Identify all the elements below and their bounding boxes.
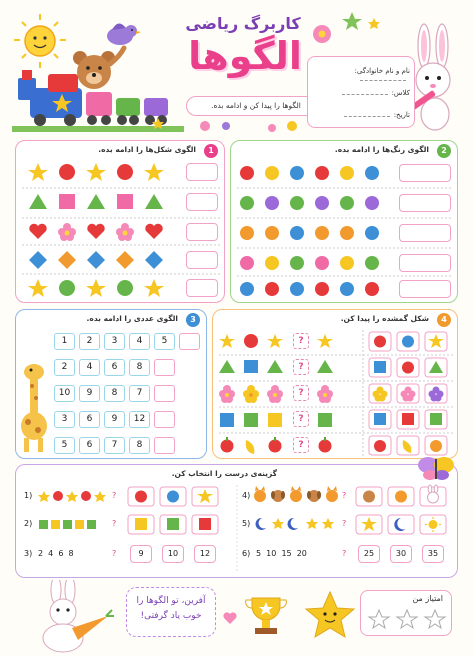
missing-shape-box[interactable]: ? [293, 333, 309, 349]
score-label: امتیاز من [412, 594, 443, 603]
trophy-icon [246, 598, 287, 634]
pattern-row-4 [29, 251, 163, 269]
section-number: 1 [204, 144, 218, 158]
butterfly-icon [416, 453, 456, 483]
sequence-row-5 [221, 437, 332, 454]
question-number: 6) [242, 549, 251, 558]
dog-face-icon [307, 490, 321, 502]
question-mark: ? [112, 491, 117, 500]
number-cell: 3 [54, 411, 75, 428]
rating-star-icon [369, 610, 389, 628]
missing-shape-box[interactable]: ? [293, 359, 309, 375]
missing-shape-box[interactable]: ? [293, 385, 309, 401]
answer-box[interactable] [399, 254, 451, 272]
number-cell: 9 [104, 411, 125, 428]
answer-box[interactable] [186, 193, 218, 211]
question-number: 1) [24, 491, 33, 500]
section-number: 2 [437, 144, 451, 158]
section-missing-shape [212, 309, 458, 459]
worksheet-subject-title: کاربرگ ریاضی [185, 14, 301, 33]
q5-sequence [256, 518, 334, 530]
sequence-row-4 [220, 413, 332, 427]
question-number: 2) [24, 519, 33, 528]
q1-options [128, 487, 218, 506]
number-answer-box[interactable] [154, 437, 175, 454]
date-field[interactable]: تاریخ: [314, 111, 410, 119]
cat-face-icon [326, 486, 338, 502]
q2-options [128, 515, 218, 534]
options-row-3 [369, 384, 447, 403]
section-shape-patterns [15, 140, 225, 303]
number-cell: 6 [79, 437, 100, 454]
question-mark: ? [112, 549, 117, 558]
question-number: 5) [242, 519, 251, 528]
number-answer-box[interactable] [154, 359, 175, 376]
number-cell: 12 [129, 411, 150, 428]
number-cell: 4 [129, 333, 150, 350]
pattern-row-1 [240, 166, 379, 180]
sequence-row-3 [219, 385, 333, 403]
q1-sequence [38, 491, 106, 502]
score-box [360, 590, 452, 636]
q4-options [356, 485, 446, 506]
bunny-carrot-illustration [43, 580, 114, 652]
section-title: شکل گمشده را پیدا کن. [340, 314, 429, 323]
cat-face-icon [254, 486, 266, 502]
bear-illustration [73, 48, 124, 89]
cat-face-icon [290, 486, 302, 502]
answer-option[interactable]: 35 [422, 545, 444, 563]
pattern-row-2 [29, 194, 163, 209]
section-title: گزینه‌ی درست را انتخاب کن. [171, 469, 277, 478]
class-field[interactable]: کلاس: [314, 89, 410, 97]
q5-options [356, 515, 446, 534]
score-stars [365, 607, 449, 633]
options-row-4 [369, 410, 447, 429]
missing-shape-rows [213, 310, 459, 460]
pattern-row-3 [240, 226, 379, 240]
section-title: الگوی شکل‌ها را ادامه بده. [98, 145, 196, 154]
section-multiple-choice [15, 464, 458, 578]
number-cell: 2 [54, 359, 75, 376]
answer-option[interactable]: 30 [390, 545, 412, 563]
question-number: 4) [242, 491, 251, 500]
q4-sequence [254, 486, 338, 502]
sun-icon [14, 14, 66, 68]
answer-option[interactable]: 25 [358, 545, 380, 563]
name-field[interactable]: نام و نام خانوادگی: [314, 67, 410, 83]
answer-option[interactable]: 10 [162, 545, 184, 563]
worksheet-main-title: الگوها [188, 34, 302, 78]
smiling-star-icon [306, 592, 354, 637]
number-answer-box[interactable] [154, 411, 175, 428]
answer-box[interactable] [399, 224, 451, 242]
praise-message: آفرین، تو الگوها را خوب یاد گرفتی! [126, 587, 216, 637]
pattern-row-2 [240, 196, 379, 210]
bird-icon [107, 23, 141, 45]
answer-box[interactable] [186, 279, 218, 297]
student-info-box [307, 56, 415, 128]
options-row-1 [369, 332, 447, 351]
question-mark: ? [112, 519, 117, 528]
number-cell: 5 [54, 437, 75, 454]
number-cell: 9 [79, 385, 100, 402]
number-cell: 10 [54, 385, 75, 402]
giraffe-illustration [16, 360, 50, 456]
number-cell: 4 [79, 359, 100, 376]
dog-face-icon [271, 490, 285, 502]
section-title: الگوی عددی را ادامه بده. [86, 314, 178, 323]
number-cell: 8 [129, 359, 150, 376]
answer-box[interactable] [399, 194, 451, 212]
options-row-2 [369, 358, 447, 377]
pattern-row-5 [28, 279, 164, 297]
number-cell: 1 [54, 333, 75, 350]
answer-box[interactable] [399, 164, 451, 182]
number-cell: 6 [104, 359, 125, 376]
number-cell: 2 [79, 333, 100, 350]
section-number-patterns [15, 309, 207, 459]
section-color-patterns [230, 140, 458, 303]
pattern-row-4 [240, 256, 379, 270]
answer-box[interactable] [186, 251, 218, 269]
number-cell: 3 [104, 333, 125, 350]
tulip-icon [200, 121, 297, 132]
pattern-row-1 [28, 163, 164, 181]
answer-box[interactable] [399, 280, 451, 298]
section-number: 3 [186, 313, 200, 327]
section-number: 4 [437, 313, 451, 327]
number-cell: 8 [129, 437, 150, 454]
number-cell: 8 [104, 385, 125, 402]
sequence-row-2 [219, 360, 333, 373]
answer-box[interactable] [186, 163, 218, 181]
pattern-row-5 [240, 282, 379, 296]
number-sequence: 5 10 15 20 [256, 549, 307, 558]
missing-shape-box[interactable]: ? [293, 437, 309, 453]
number-answer-box[interactable] [179, 333, 200, 350]
number-cell: 7 [129, 385, 150, 402]
number-cell: 6 [79, 411, 100, 428]
q2-sequence [39, 520, 96, 529]
number-answer-box[interactable] [154, 385, 175, 402]
missing-shape-box[interactable]: ? [293, 411, 309, 427]
rating-star-icon [397, 610, 417, 628]
rating-star-icon [425, 610, 445, 628]
heart-icon [223, 612, 236, 624]
question-mark: ? [342, 549, 347, 558]
number-cell: 7 [104, 437, 125, 454]
sequence-row-1 [219, 334, 333, 348]
question-mark: ? [342, 491, 347, 500]
pattern-row-3 [29, 223, 162, 241]
question-number: 3) [24, 549, 33, 558]
number-cell: 5 [154, 333, 175, 350]
worksheet-instruction: الگوها را پیدا کن و ادامه بده. [186, 96, 326, 116]
section-title: الگوی رنگ‌ها را ادامه بده. [334, 145, 429, 154]
answer-option[interactable]: 12 [194, 545, 216, 563]
answer-box[interactable] [186, 223, 218, 241]
number-sequence: 2 4 6 8 [38, 549, 74, 558]
answer-option[interactable]: 9 [130, 545, 152, 563]
question-mark: ? [342, 519, 347, 528]
